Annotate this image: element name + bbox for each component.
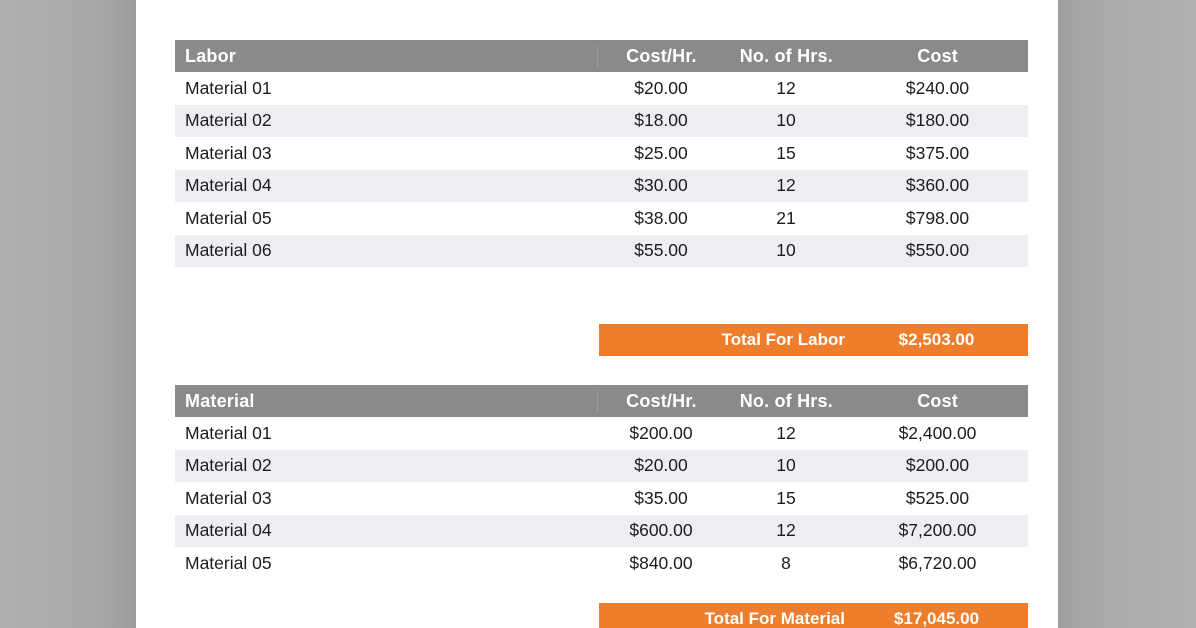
row-cost-hr: $18.00 — [634, 110, 688, 131]
table-row — [175, 202, 1028, 235]
row-name: Material 02 — [185, 455, 272, 476]
material-table-header — [175, 385, 1028, 417]
row-hours: 12 — [776, 77, 796, 98]
labor-header-cost: Cost — [917, 45, 959, 66]
row-name: Material 04 — [185, 175, 272, 196]
material-total-label: Total For Material — [704, 609, 845, 628]
row-hours: 12 — [776, 175, 796, 196]
row-cost-hr: $30.00 — [634, 175, 688, 196]
row-cost-hr: $55.00 — [634, 240, 688, 261]
row-hours: 10 — [776, 240, 796, 261]
table-row — [175, 547, 1028, 580]
row-hours: 15 — [776, 142, 796, 163]
table-row — [175, 482, 1028, 515]
row-hours: 10 — [776, 110, 796, 131]
row-name: Material 04 — [185, 520, 272, 541]
material-header-name: Material — [185, 390, 255, 411]
row-name: Material 02 — [185, 110, 272, 131]
row-cost: $375.00 — [905, 142, 970, 163]
labor-total-value: $2,503.00 — [898, 330, 975, 349]
row-cost: $525.00 — [905, 487, 970, 508]
row-cost-hr: $20.00 — [634, 77, 688, 98]
table-row — [175, 515, 1028, 548]
row-cost-hr: $20.00 — [634, 455, 688, 476]
row-name: Material 05 — [185, 207, 272, 228]
material-table — [175, 385, 1028, 580]
row-cost-hr: $840.00 — [629, 552, 693, 573]
row-cost: $200.00 — [905, 455, 970, 476]
row-hours: 12 — [776, 422, 796, 443]
table-row — [175, 72, 1028, 105]
labor-total-label: Total For Labor — [721, 330, 845, 349]
row-name: Material 06 — [185, 240, 272, 261]
row-cost-hr: $600.00 — [629, 520, 693, 541]
row-hours: 8 — [781, 552, 791, 573]
labor-header-name: Labor — [185, 45, 237, 66]
row-cost-hr: $38.00 — [634, 207, 688, 228]
labor-total-bar — [599, 324, 1028, 356]
row-hours: 10 — [776, 455, 796, 476]
material-header-cost: Cost — [917, 390, 959, 411]
row-cost: $2,400.00 — [898, 422, 977, 443]
document-page — [136, 0, 1058, 628]
row-cost: $7,200.00 — [898, 520, 977, 541]
row-hours: 21 — [776, 207, 796, 228]
row-cost: $798.00 — [905, 207, 970, 228]
table-row — [175, 170, 1028, 203]
labor-header-cost-hr: Cost/Hr. — [597, 46, 726, 67]
row-name: Material 01 — [185, 77, 272, 98]
material-total-value: $17,045.00 — [893, 609, 980, 628]
table-row — [175, 137, 1028, 170]
row-cost-hr: $200.00 — [629, 422, 693, 443]
row-cost-hr: $35.00 — [634, 487, 688, 508]
row-cost: $180.00 — [905, 110, 970, 131]
table-row — [175, 235, 1028, 268]
row-hours: 12 — [776, 520, 796, 541]
table-row — [175, 105, 1028, 138]
material-header-cost-hr: Cost/Hr. — [597, 391, 726, 412]
row-cost: $360.00 — [905, 175, 970, 196]
row-name: Material 01 — [185, 422, 272, 443]
row-name: Material 05 — [185, 552, 272, 573]
labor-table — [175, 40, 1028, 267]
material-total-bar — [599, 603, 1028, 628]
background-left — [0, 0, 136, 628]
labor-table-header — [175, 40, 1028, 72]
material-header-hours: No. of Hrs. — [739, 390, 833, 411]
row-hours: 15 — [776, 487, 796, 508]
row-cost: $550.00 — [905, 240, 970, 261]
row-name: Material 03 — [185, 142, 272, 163]
row-name: Material 03 — [185, 487, 272, 508]
background-right — [1058, 0, 1196, 628]
table-row — [175, 450, 1028, 483]
labor-header-hours: No. of Hrs. — [739, 45, 833, 66]
row-cost-hr: $25.00 — [634, 142, 688, 163]
row-cost: $6,720.00 — [898, 552, 977, 573]
table-row — [175, 417, 1028, 450]
row-cost: $240.00 — [905, 77, 970, 98]
